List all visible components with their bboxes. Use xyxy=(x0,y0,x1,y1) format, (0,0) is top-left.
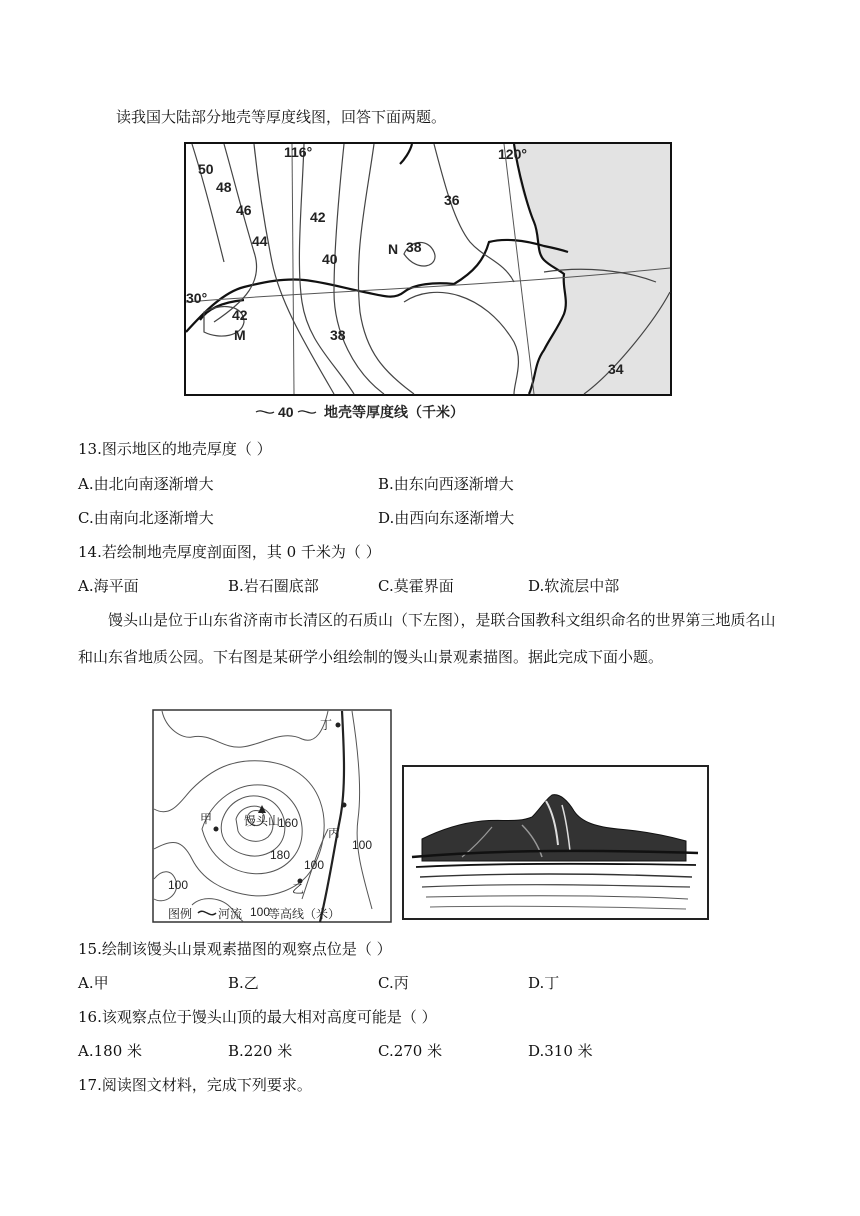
point-bing: 丙 xyxy=(328,826,341,840)
point-yi: 乙 xyxy=(292,882,305,896)
point-n: N xyxy=(388,241,399,257)
legend-value: 40 xyxy=(278,404,294,420)
contour-label-40: 40 xyxy=(322,251,338,267)
contour-label-48: 48 xyxy=(216,179,232,195)
q13-option-a[interactable]: A.由北向南逐渐增大 xyxy=(78,475,214,493)
q13-option-b[interactable]: B.由东向西逐渐增大 xyxy=(378,475,514,493)
contour-100c: 100 xyxy=(168,878,189,892)
point-ding: 丁 xyxy=(320,718,333,732)
contour-label-50: 50 xyxy=(198,161,214,177)
longitude-label-120: 120° xyxy=(498,146,527,162)
question-16: 16.该观察点位于馒头山顶的最大相对高度可能是（ ） xyxy=(78,1008,437,1026)
q13-option-c[interactable]: C.由南向北逐渐增大 xyxy=(78,509,214,527)
contour-label-42: 42 xyxy=(310,209,326,225)
q14-option-c[interactable]: C.莫霍界面 xyxy=(378,577,454,595)
contour-160: 160 xyxy=(278,816,299,830)
intro-paragraph-mantou: 馒头山是位于山东省济南市长清区的石质山（下左图），是联合国教科文组织命名的世界第三地质名山和山东省地质公园。下右图是某研学小组绘制的馒头山景观素描图。据此完成下面小题。 xyxy=(78,611,776,666)
contour-label-34: 34 xyxy=(608,361,624,377)
intro-text: 读我国大陆部分地壳等厚度线图，回答下面两题。 xyxy=(116,108,447,126)
point-jia: 甲 xyxy=(200,812,213,826)
q14-option-b[interactable]: B.岩石圈底部 xyxy=(228,577,319,595)
q15-option-b[interactable]: B.乙 xyxy=(228,974,259,992)
q14-option-d[interactable]: D.软流层中部 xyxy=(528,577,620,595)
q16-option-a[interactable]: A.180 米 xyxy=(78,1042,142,1060)
contour-180: 180 xyxy=(270,848,291,862)
mantou-topo-map xyxy=(152,709,394,924)
peak-label: 馒头山 xyxy=(244,814,281,828)
legend-contour: 等高线（米） xyxy=(268,907,341,921)
legend-text: 地壳等厚度线（千米） xyxy=(324,404,464,420)
contour-label-42b: 42 xyxy=(232,307,248,323)
question-17: 17.阅读图文材料，完成下列要求。 xyxy=(78,1076,312,1094)
question-14: 14.若绘制地壳厚度剖面图，其 0 千米为（ ） xyxy=(78,543,381,561)
contour-label-38: 38 xyxy=(406,239,422,255)
question-13: 13.图示地区的地壳厚度（ ） xyxy=(78,440,272,458)
point-m: M xyxy=(234,327,246,343)
q14-option-a[interactable]: A.海平面 xyxy=(78,577,139,595)
contour-label-44: 44 xyxy=(252,233,268,249)
legend-contour-value: 100 xyxy=(250,905,271,919)
longitude-label-116: 116° xyxy=(284,144,313,160)
contour-label-38b: 38 xyxy=(330,327,346,343)
q15-option-d[interactable]: D.丁 xyxy=(528,974,560,992)
contour-100a: 100 xyxy=(304,858,325,872)
q16-option-d[interactable]: D.310 米 xyxy=(528,1042,593,1060)
q15-option-c[interactable]: C.丙 xyxy=(378,974,409,992)
q16-option-c[interactable]: C.270 米 xyxy=(378,1042,443,1060)
contour-100b: 100 xyxy=(352,838,373,852)
q13-option-d[interactable]: D.由西向东逐渐增大 xyxy=(378,509,515,527)
contour-label-46: 46 xyxy=(236,202,252,218)
q15-option-a[interactable]: A.甲 xyxy=(78,974,109,992)
contour-label-36: 36 xyxy=(444,192,460,208)
mantou-sketch xyxy=(402,765,710,921)
latitude-label-30: 30° xyxy=(186,290,208,306)
question-15: 15.绘制该馒头山景观素描图的观察点位是（ ） xyxy=(78,940,392,958)
crust-thickness-map xyxy=(184,142,674,427)
legend-river: 河流 xyxy=(218,907,243,921)
q16-option-b[interactable]: B.220 米 xyxy=(228,1042,293,1060)
legend-label: 图例 xyxy=(168,907,193,921)
